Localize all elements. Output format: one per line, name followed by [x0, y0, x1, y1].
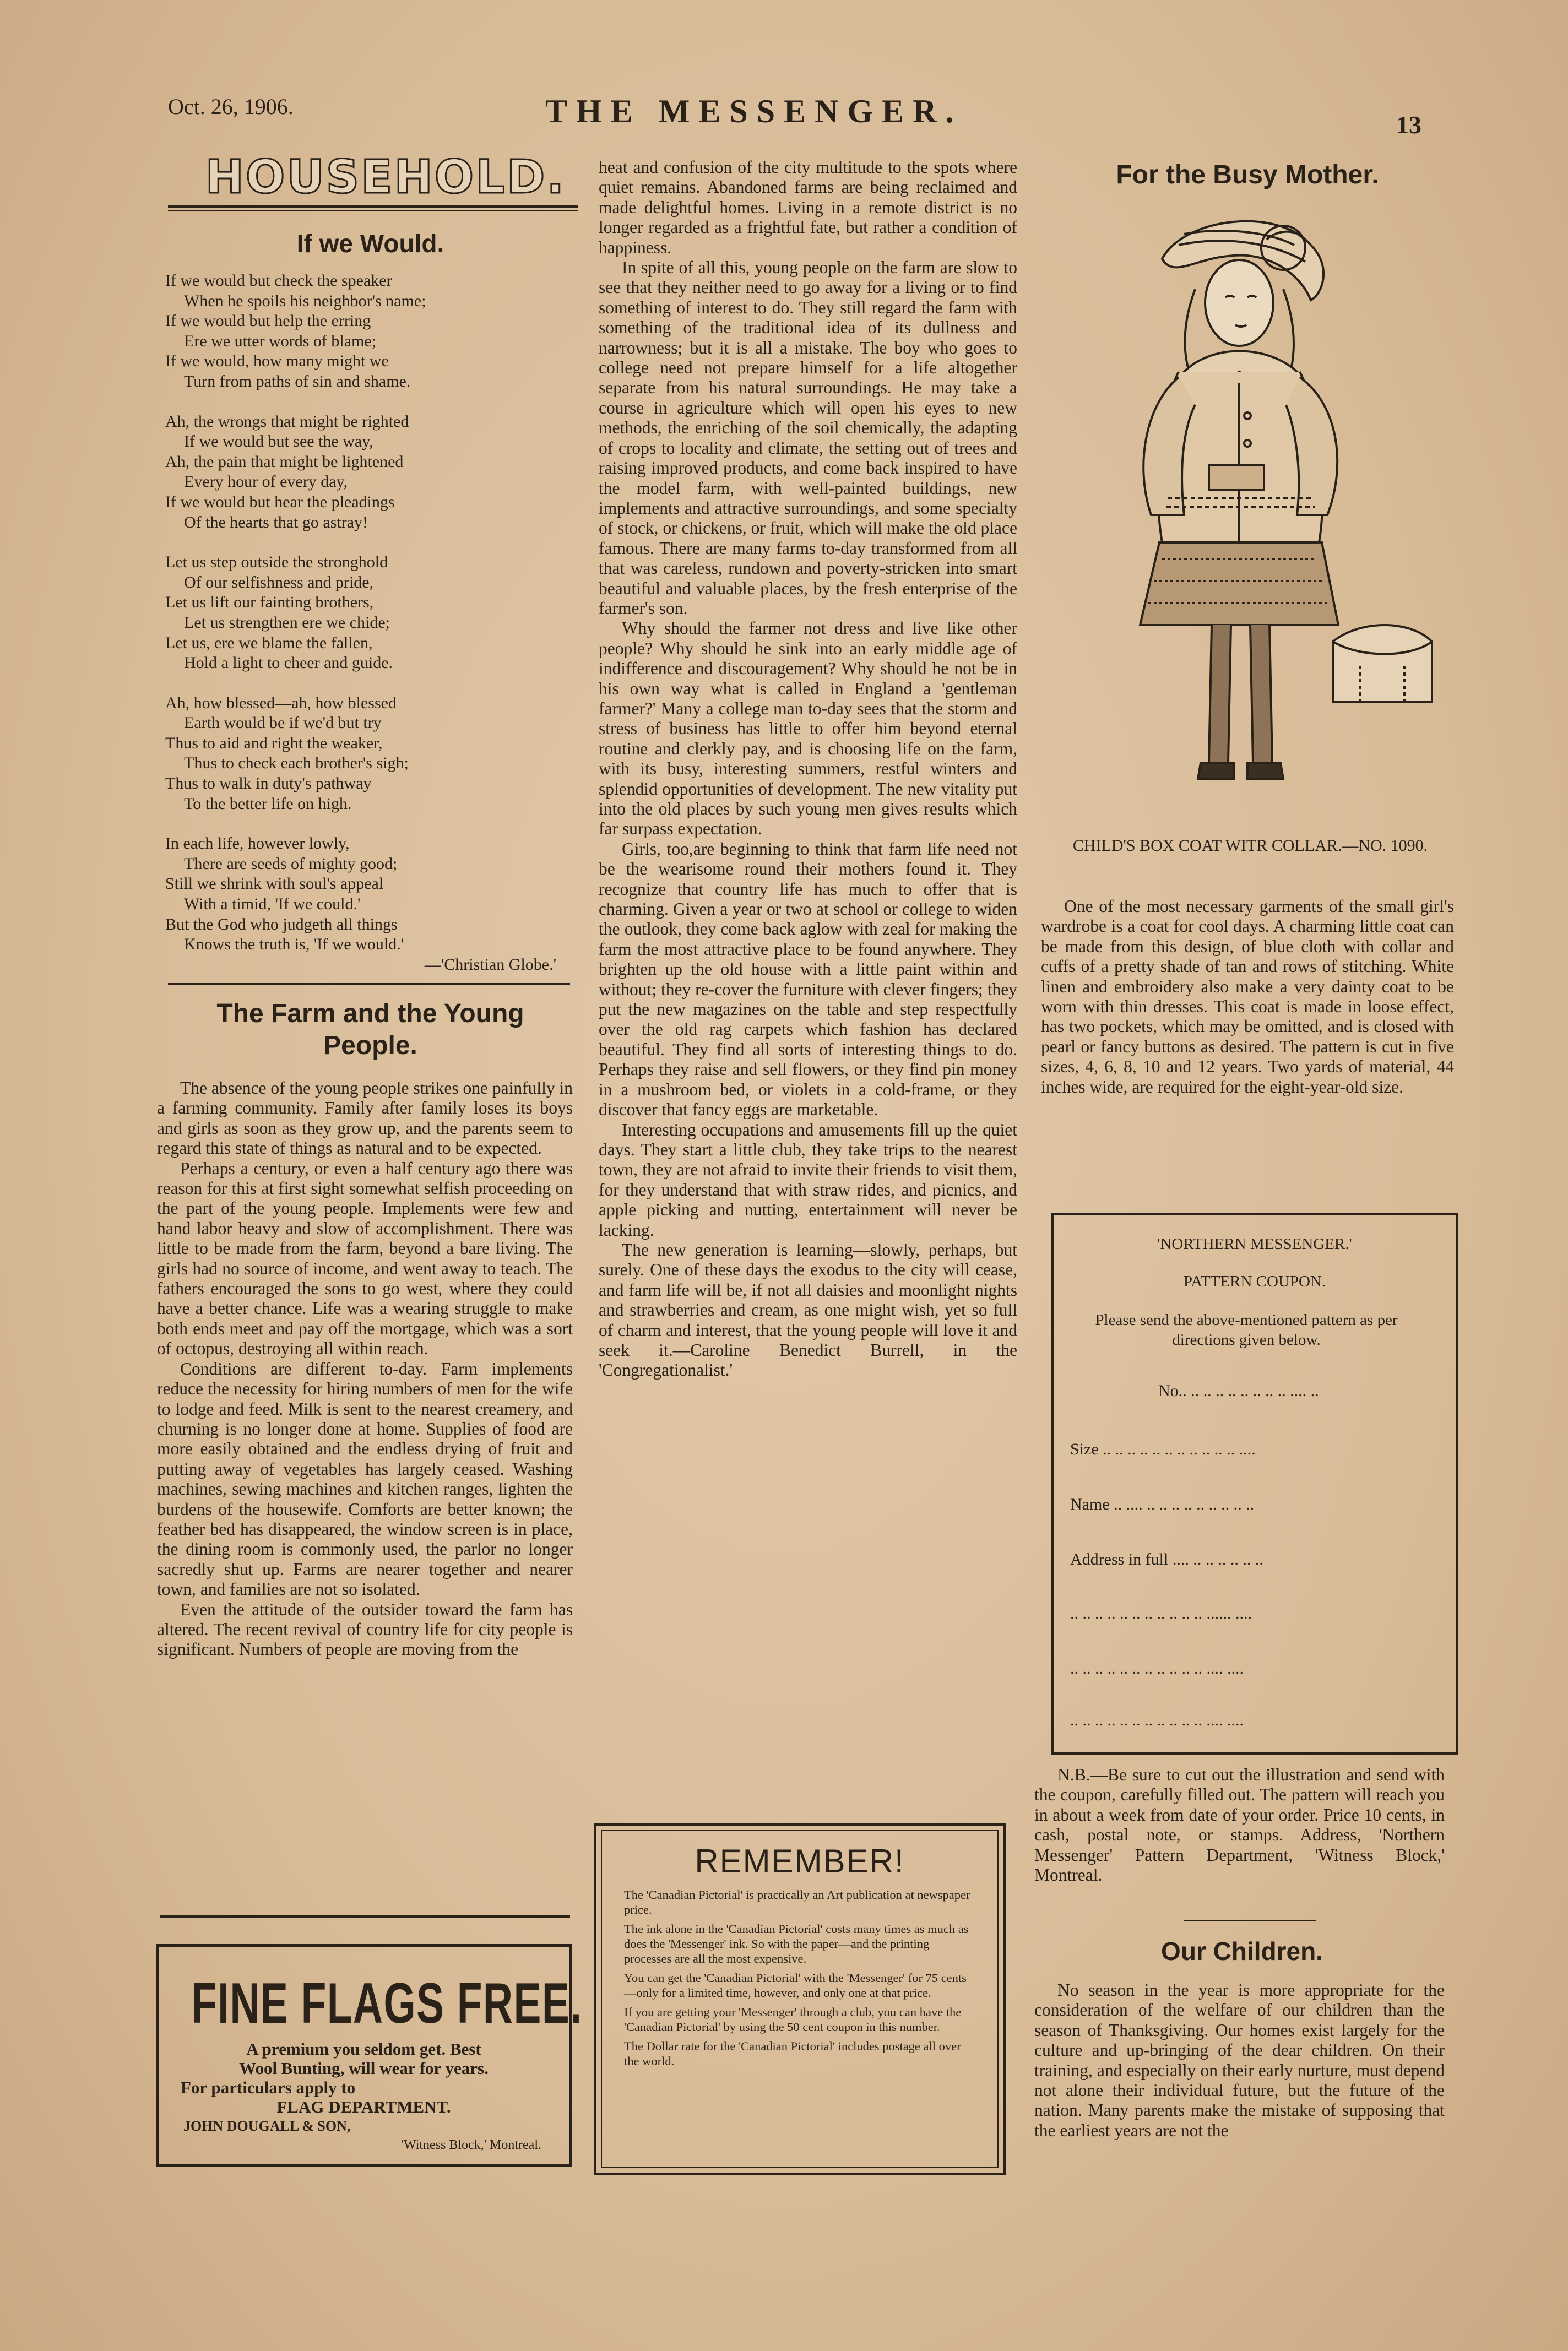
poem-line: Turn from paths of sin and shame.: [184, 372, 411, 390]
poem-line: Of the hearts that go astray!: [184, 513, 368, 531]
poem-line: With a timid, 'If we could.': [184, 895, 361, 914]
section-divider: [1184, 1920, 1316, 1921]
household-rule: [168, 205, 578, 208]
poem-line: If we would but help the erring: [165, 312, 371, 330]
paragraph: Perhaps a century, or even a half century ago there was reason for this at first sight somewhat selfish proceeding on the part of the young people. Implements were few and hand labor heavy and slow of accomplishment. There was little to be made from the farm, beyond a bare living. The girls had no source of income, and went away to teach. The fathers encouraged the sons to go west, where they could have a better chance. Life was a wearing struggle to make both ends meet and pay off the mortgage, which was a sort of octopus, destroying all within reach.: [157, 1158, 573, 1359]
section-divider: [160, 1915, 570, 1918]
busy-mother-title: For the Busy Mother.: [1116, 160, 1379, 189]
poem-stanza: [165, 552, 567, 674]
remember-ad-item: The 'Canadian Pictorial' is practically an Art publication at newspaper price.: [624, 1888, 970, 1916]
poem-body: [165, 271, 567, 975]
flags-ad-line: Wool Bunting, will wear for years.: [239, 2059, 489, 2078]
remember-ad-item: The Dollar rate for the 'Canadian Pictorial' includes postage all over the world.: [624, 2039, 961, 2068]
coupon-subtitle: PATTERN COUPON.: [1183, 1273, 1326, 1290]
poem-line: Knows the truth is, 'If we would.': [184, 935, 404, 954]
paragraph: The absence of the young people strikes one painfully in a farming community. Family after family loses its boys and girls as soon as they grow up, and the parents seem to regard this state of things as natural and to be expected.: [157, 1078, 573, 1158]
poem-title: If we Would.: [296, 229, 444, 258]
poem-line: Thus to walk in duty's pathway: [165, 774, 372, 793]
paragraph: Conditions are different to-day. Farm implements reduce the necessity for hiring numbers of men for the wife to lodge and feed. Milk is sent to the nearest creamery, and churning is no longer done at home. Supplies of food are more easily obtained and the endless drying of fruit and putting away of vegetables has largely ceased. Washing machines, sewing machines and kitchen ranges, lighten the burdens of the housewife. Comforts are better known; the feather bed has disappeared, the window screen is in place, the dining room is commonly used, the parlor no longer sacredly shut up. Farms are nearer together and nearer town, and families are not so isolated.: [157, 1359, 573, 1599]
section-divider: [168, 983, 570, 985]
paragraph: Girls, too,are beginning to think that farm life need not be the wearisome round their mothers found it. They recognize that country life has much to offer that is charming. Given a year or two at school or college to widen the outlook, they come back aglow with zeal for making the farm the most attractive place to be found anywhere. They brighten up the old house with a little paint within and without; they re-cover the furniture with clever fingers; they put the new magazines on the table and step respectfully over the old rag carpets which fashion has declared beautiful. They find all sorts of interesting things to do. Perhaps they raise and sell flowers, or they find pin money in a mushroom bed, or violets in a cold-frame, or they discover that fancy eggs are marketable.: [599, 839, 1017, 1120]
coupon-instruction: Please send the above-mentioned pattern as per directions given below.: [1095, 1311, 1398, 1349]
paragraph: N.B.—Be sure to cut out the illustration and send with the coupon, carefully filled out. The pattern will reach you in about a week from date of your order. Price 10 cents, in cash, postal note, or stamps. Address, 'Northern Messenger' Pattern Department, 'Witness Block,' Montreal.: [1034, 1765, 1445, 1885]
farm-article-column-1: [157, 1078, 573, 1660]
poem-line: Ah, the pain that might be lightened: [165, 452, 404, 471]
poem-stanza: [165, 412, 567, 533]
our-children-body: [1034, 1980, 1445, 2141]
poem-line: Ah, the wrongs that might be righted: [165, 412, 409, 431]
poem-line: Let us strengthen ere we chide;: [184, 613, 390, 632]
poem-line: Of our selfishness and pride,: [184, 573, 374, 591]
flags-ad-body: [159, 2039, 569, 2155]
poem-line: In each life, however lowly,: [165, 834, 350, 853]
coupon-field-address-line[interactable]: .. .. .. .. .. .. .. .. .. .. .. ...... ....: [1070, 1604, 1252, 1622]
poem-line: To the better life on high.: [184, 794, 352, 813]
coupon-field-name[interactable]: Name .. .... .. .. .. .. .. .. .. .. ..: [1070, 1495, 1255, 1513]
poem-line: If we would but check the speaker: [165, 272, 392, 290]
paragraph: One of the most necessary garments of the small girl's wardrobe is a coat for cool days. A charming little coat can be made from this design, of blue cloth with collar and cuffs of a pretty shade of tan and rows of stitching. White linen and embroidery also make a very dainty coat to be worn with thin dresses. This coat is made in loose effect, has two pockets, which may be omitted, and is closed with pearl or fancy buttons as desired. The pattern is cut in five sizes, 4, 6, 8, 10 and 12 years. Two yards of material, 44 inches wide, are required for the eight-year-old size.: [1041, 897, 1454, 1096]
poem-line: Let us lift our fainting brothers,: [165, 593, 374, 612]
remember-ad-body: [624, 1887, 976, 2068]
farm-article-title: [165, 998, 576, 1062]
poem-stanza: [165, 693, 567, 815]
child-box-coat-illustration: [1102, 207, 1443, 823]
poem-line: Thus to check each brother's sigh;: [184, 754, 409, 773]
poem-line: Let us step outside the stronghold: [165, 553, 388, 572]
farm-article-title-line: The Farm and the Young: [216, 999, 524, 1028]
poem-line: Every hour of every day,: [184, 473, 348, 491]
paragraph: In spite of all this, young people on the farm are slow to see that they neither need to go away for a living or to find something of interest to do. They still regard the farm with something of the traditional idea of its dullness and narrowness; but it is all a mistake. The boy who goes to college need not prepare himself for a life altogether separate from his natural surroundings. He may take a course in agriculture which will open his eyes to new methods, the enriching of the soil chemically, the adapting of crops to locality and climate, the setting out of trees and raising improved products, and come back inspired to have the model farm, with well-painted buildings, new implements and attractive surroundings, and some specialty of stock, or chickens, or fruit, which will make the old place famous. There are many farms to-day transformed from all that was careless, rundown and poverty-stricken into smart beautiful and valuable places, by the fresh enterprise of the farmer's son.: [599, 258, 1017, 618]
paragraph: Interesting occupations and amusements fill up the quiet days. They start a little club, they take trips to the nearest town, they are not afraid to invite their friends to visit them, for they understand that with straw rides, and picnics, and apple picking and nutting, entertainment will never be lacking.: [599, 1120, 1017, 1240]
masthead: THE MESSENGER.: [545, 93, 963, 129]
flags-ad: [156, 1944, 583, 2167]
household-heading: HOUSEHOLD.: [205, 150, 566, 204]
farm-article-title-line: People.: [323, 1031, 417, 1060]
poem-line: Thus to aid and right the weaker,: [165, 734, 383, 752]
household-rule-thin: [168, 210, 578, 211]
paragraph: No season in the year is more appropriate for the consideration of the welfare of our children than the season of Thanksgiving. Our homes exist largely for the culture and up-bringing of the dear children. On their training, and especially on their early nurture, must depend not alone their individual future, but the future of the nation. Many parents make the mistake of supposing that the earliest years are not the: [1034, 1980, 1445, 2140]
remember-ad-item: The ink alone in the 'Canadian Pictorial' costs many times as much as does the 'Messenger' ink. So with the paper—and the printing processes are all the most expensive.: [624, 1922, 969, 1965]
poem-line: Earth would be if we'd but try: [184, 714, 382, 732]
busy-mother-body: [1041, 897, 1454, 1097]
flags-ad-line: FLAG DEPARTMENT.: [276, 2097, 451, 2116]
remember-ad-item: If you are getting your 'Messenger' through a club, you can have the 'Canadian Pictorial' by using the 50 cent coupon in this number.: [624, 2005, 962, 2034]
coat-caption: CHILD'S BOX COAT WITR COLLAR.—NO. 1090.: [1072, 837, 1428, 855]
remember-ad-item: You can get the 'Canadian Pictorial' with the 'Messenger' for 75 cents—only for a limited time, however, and only one at that price.: [624, 1971, 967, 2000]
coupon-field-address-line[interactable]: .. .. .. .. .. .. .. .. .. .. .. .... ....: [1070, 1659, 1244, 1677]
paragraph: Why should the farmer not dress and live like other people? Why should he sink into an early middle age of indifference and discouragement? Why should he not be in his own way what is called in England a 'gentleman farmer?' Many a college man to-day sees that the storm and stress of business has little to offer him beyond eternal routine and clerkly pay, and is choosing life on the farm, with its busy, interesting summers, restful winters and splendid opportunities of development. The new vitality put into the old places by such young men gives results which far surpass expectation.: [599, 618, 1017, 839]
poem-stanza: [165, 271, 567, 392]
poem-line: Let us, ere we blame the fallen,: [165, 633, 373, 652]
coupon-field-address-line[interactable]: .. .. .. .. .. .. .. .. .. .. .. .... ....: [1070, 1711, 1244, 1729]
poem-line: When he spoils his neighbor's name;: [184, 291, 426, 310]
poem-line: If we would, how many might we: [165, 352, 389, 371]
flags-ad-address: 'Witness Block,' Montreal.: [401, 2138, 541, 2152]
our-children-title: Our Children.: [1161, 1937, 1323, 1965]
nb-note: [1034, 1765, 1445, 1885]
poem-line: But the God who judgeth all things: [165, 915, 398, 933]
poem-line: Ah, how blessed—ah, how blessed: [165, 693, 397, 712]
paragraph: The new generation is learning—slowly, perhaps, but surely. One of these days the exodus to the city will cease, and farm life will be, if not all daisies and moonlight nights and strawberries and cream, as one might wish, yet so full of charm and interest, that the young people will love it and seek it.—Caroline Benedict Burrell, in the 'Congregationalist.': [599, 1240, 1017, 1380]
coupon-field-no[interactable]: No.. .. .. .. .. .. .. .. .. .... ..: [1158, 1382, 1319, 1400]
poem-line: Hold a light to cheer and guide.: [184, 654, 393, 672]
paragraph: heat and confusion of the city multitude to the spots where quiet remains. Abandoned farms are being reclaimed and made delightful homes. Living in a remote district is no longer regarded as a frightful fate, but rather a condition of happiness.: [599, 158, 1017, 257]
farm-article-column-2: [599, 158, 1017, 1381]
poem-line: If we would but see the way,: [184, 432, 373, 451]
poem-stanza: [165, 834, 567, 975]
flags-ad-line: A premium you seldom get. Best: [246, 2039, 481, 2059]
coupon-title: 'NORTHERN MESSENGER.': [1157, 1235, 1352, 1253]
flags-ad-line: For particulars apply to: [181, 2078, 356, 2097]
poem-attribution: —'Christian Globe.': [424, 955, 556, 974]
paragraph: Even the attitude of the outsider toward the farm has altered. The recent revival of country life for city people is significant. Numbers of people are moving from the: [157, 1599, 573, 1659]
poem-line: If we would but hear the pleadings: [165, 492, 395, 511]
coupon-field-address[interactable]: Address in full .... .. .. .. .. .. ..: [1070, 1550, 1263, 1568]
page-number: 13: [1396, 111, 1421, 139]
poem-line: Still we shrink with soul's appeal: [165, 875, 384, 893]
pattern-coupon: [1051, 1213, 1458, 1755]
issue-date: Oct. 26, 1906.: [168, 94, 294, 119]
remember-ad: [594, 1823, 1006, 2175]
flags-ad-company: JOHN DOUGALL & SON,: [183, 2118, 351, 2134]
poem-line: Ere we utter words of blame;: [184, 332, 377, 350]
flags-ad-title: FINE FLAGS FREE.: [192, 1972, 583, 2035]
remember-ad-title: REMEMBER!: [695, 1843, 905, 1880]
poem-line: There are seeds of mighty good;: [184, 854, 398, 873]
coupon-field-size[interactable]: Size .. .. .. .. .. .. .. .. .. .. .. ....: [1070, 1440, 1256, 1458]
